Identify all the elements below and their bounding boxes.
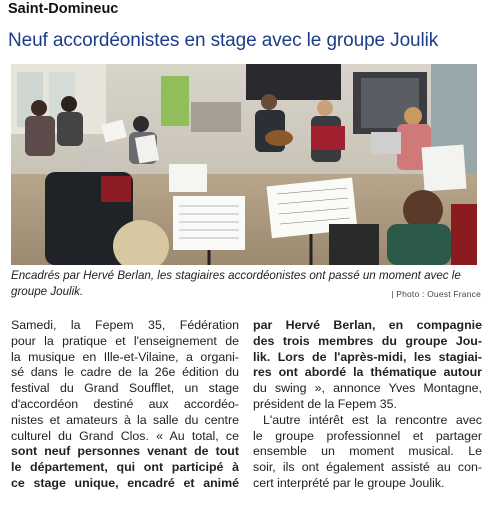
body-line: nistes et amateurs à la salle du centre bbox=[11, 412, 239, 427]
body-line: sé dans le cadre de la 26e édition du bbox=[11, 365, 239, 380]
body-line: par Hervé Berlan, en compagnie bbox=[253, 318, 482, 332]
body-line: président de la Fepem 35. bbox=[253, 396, 397, 411]
body-line: res ont abordé la thématique autour bbox=[253, 365, 482, 380]
body-line: culturel du Grand Clos. « Au total, ce bbox=[11, 428, 239, 443]
body-line: le département, qui ont participé à bbox=[11, 460, 239, 475]
photo-caption: Encadrés par Hervé Berlan, les stagiaires accordéonistes ont passé un moment avec le groupe Joulik. bbox=[11, 269, 461, 298]
body-line: d'accordéon destiné aux accordéo- bbox=[11, 396, 239, 411]
body-line: L'autre intérêt est la rencontre avec bbox=[263, 412, 482, 427]
article-photo bbox=[11, 64, 477, 265]
rubric: Saint-Domineuc bbox=[8, 1, 119, 17]
body-line: soir, ils ont également assisté au con- bbox=[253, 460, 482, 475]
body-line: lik. Lors de l'après-midi, les stagiai- bbox=[253, 349, 482, 364]
body-column-2 bbox=[253, 318, 482, 492]
body-line: des trois membres du groupe Jou- bbox=[253, 333, 482, 348]
body-line: ensemble un moment musical. Le bbox=[253, 444, 482, 459]
body-line: la musique en Ille-et-Vilaine, a organi- bbox=[11, 349, 239, 364]
body-line: du swing », annonce Yves Montagne, bbox=[253, 381, 482, 396]
body-line: le groupe professionnel et partager bbox=[253, 428, 482, 443]
body-line: pour la pratique et l'enseignement de bbox=[11, 333, 239, 348]
headline: Neuf accordéonistes en stage avec le groupe Joulik bbox=[8, 30, 439, 51]
body-line: Samedi, la Fepem 35, Fédération bbox=[11, 318, 239, 332]
body-line: cert interprété par le groupe Joulik. bbox=[253, 475, 445, 490]
body-line: sont neuf personnes venant de tout bbox=[11, 444, 239, 459]
photo-credit: | Photo : Ouest France bbox=[391, 289, 481, 299]
body-line: ce stage unique, encadré et animé bbox=[11, 475, 239, 490]
body-column-1 bbox=[11, 318, 239, 492]
body-line: festival du Grand Soufflet, un stage bbox=[11, 381, 239, 396]
